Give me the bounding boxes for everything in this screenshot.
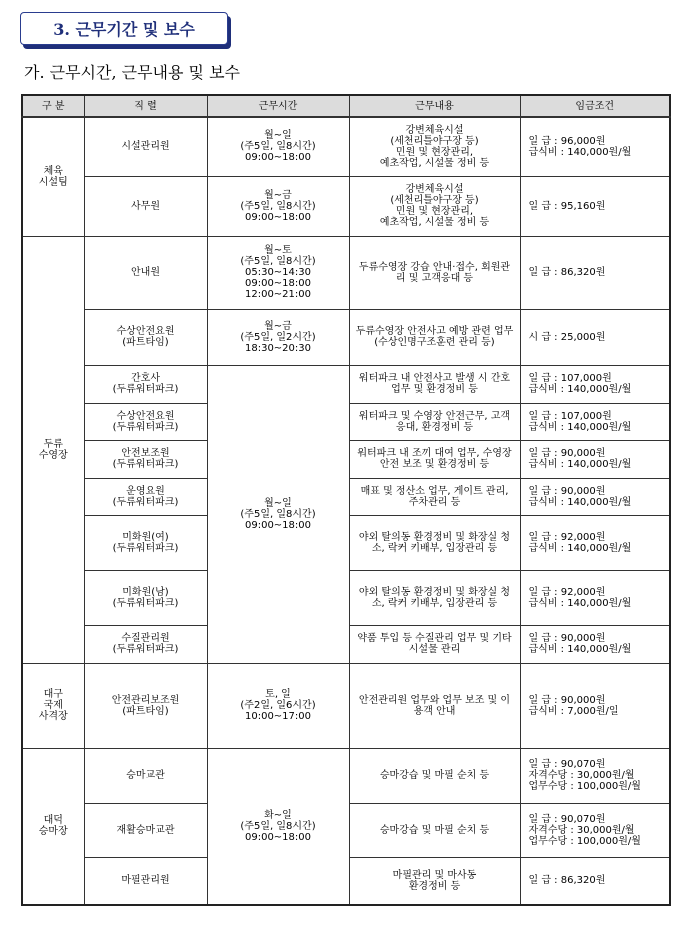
position-cell: 시설관리원 bbox=[84, 117, 207, 176]
pay-cell bbox=[520, 236, 670, 309]
pay-line: 급식비 : 140,000원/월 bbox=[528, 644, 632, 655]
pay-line: 시 급 : 25,000원 bbox=[528, 331, 606, 343]
position-cell: 안전관리보조원 (파트타임) bbox=[84, 663, 207, 748]
hours-cell: 월~토 (주5일, 일8시간) 05:30~14:30 09:00~18:00 12:00~21:00 bbox=[207, 236, 349, 309]
pay-line: 일 급 : 86,320원 bbox=[528, 267, 606, 278]
hours-cell: 월~금 (주5일, 일8시간) 09:00~18:00 bbox=[207, 176, 349, 236]
pay-cell bbox=[520, 803, 670, 857]
pay-cell bbox=[520, 365, 670, 403]
division-cell: 체육 시설팀 bbox=[22, 117, 84, 236]
pay-cell bbox=[520, 663, 670, 748]
pay-line: 일 급 : 92,000원 bbox=[528, 531, 606, 543]
content-cell: 워터파크 내 조끼 대여 업무, 수영장 안전 보조 및 환경정비 등 bbox=[349, 440, 520, 478]
division-cell: 대구 국제 사격장 bbox=[22, 663, 84, 748]
pay-cell bbox=[520, 440, 670, 478]
position-cell: 운영요원 (두류워터파크) bbox=[84, 478, 207, 515]
content-cell: 두류수영장 강습 안내·접수, 회원관리 및 고객응대 등 bbox=[349, 236, 520, 309]
position-cell: 수상안전요원 (파트타임) bbox=[84, 309, 207, 365]
content-cell: 마필관리 및 마사동 환경정비 등 bbox=[349, 857, 520, 905]
pay-line: 업무수당 : 100,000원/월 bbox=[528, 835, 641, 847]
table-row bbox=[22, 365, 670, 403]
position-cell: 재활승마교관 bbox=[84, 803, 207, 857]
pay-cell bbox=[520, 515, 670, 570]
pay-line: 일 급 : 107,000원 bbox=[528, 373, 612, 384]
pay-cell bbox=[520, 403, 670, 440]
pay-cell bbox=[520, 117, 670, 176]
pay-cell bbox=[520, 176, 670, 236]
hours-cell: 월~일 (주5일, 일8시간) 09:00~18:00 bbox=[207, 365, 349, 663]
content-cell: 강변체육시설 (세천리틀야구장 등) 민원 및 현장관리, 예초작업, 시설물 정비 등 bbox=[349, 117, 520, 176]
section-title: 3. 근무기간 및 보수 bbox=[20, 12, 228, 45]
pay-cell bbox=[520, 857, 670, 905]
hours-cell: 월~일 (주5일, 일8시간) 09:00~18:00 bbox=[207, 117, 349, 176]
position-cell: 미화원(남) (두류워터파크) bbox=[84, 570, 207, 625]
table-row bbox=[22, 236, 670, 309]
pay-line: 급식비 : 7,000원/일 bbox=[528, 705, 619, 717]
header-position: 직 렬 bbox=[84, 95, 207, 117]
pay-line: 자격수당 : 30,000원/월 bbox=[528, 824, 635, 836]
pay-cell bbox=[520, 748, 670, 803]
pay-line: 일 급 : 107,000원 bbox=[528, 410, 612, 422]
pay-line: 급식비 : 140,000원/월 bbox=[528, 421, 632, 433]
pay-line: 급식비 : 140,000원/월 bbox=[528, 597, 632, 609]
pay-line: 급식비 : 140,000원/월 bbox=[528, 542, 632, 554]
position-cell: 수질관리원 (두류워터파크) bbox=[84, 625, 207, 663]
table-row bbox=[22, 663, 670, 748]
header-hours: 근무시간 bbox=[207, 95, 349, 117]
table-header-row bbox=[22, 95, 670, 117]
position-cell: 사무원 bbox=[84, 176, 207, 236]
pay-line: 일 급 : 90,070원 bbox=[528, 813, 606, 825]
content-cell: 승마강습 및 마필 순치 등 bbox=[349, 803, 520, 857]
pay-line: 일 급 : 95,160원 bbox=[528, 200, 606, 212]
pay-line: 일 급 : 90,000원 bbox=[528, 485, 606, 497]
header-division: 구 분 bbox=[22, 95, 84, 117]
pay-line: 업무수당 : 100,000원/월 bbox=[528, 781, 641, 792]
table-row bbox=[22, 117, 670, 176]
header-pay: 임금조건 bbox=[520, 95, 670, 117]
hours-cell: 월~금 (주5일, 일2시간) 18:30~20:30 bbox=[207, 309, 349, 365]
content-cell: 약품 투입 등 수질관리 업무 및 기타 시설물 관리 bbox=[349, 625, 520, 663]
pay-line: 일 급 : 90,070원 bbox=[528, 759, 606, 770]
pay-cell bbox=[520, 625, 670, 663]
position-cell: 미화원(여) (두류워터파크) bbox=[84, 515, 207, 570]
table-row bbox=[22, 176, 670, 236]
pay-line: 일 급 : 96,000원 bbox=[528, 135, 606, 147]
header-content: 근무내용 bbox=[349, 95, 520, 117]
pay-line: 급식비 : 140,000원/월 bbox=[528, 459, 632, 470]
subtitle: 가. 근무시간, 근무내용 및 보수 bbox=[24, 63, 240, 82]
content-cell: 워터파크 내 안전사고 발생 시 간호업무 및 환경정비 등 bbox=[349, 365, 520, 403]
pay-line: 일 급 : 86,320원 bbox=[528, 875, 606, 887]
table-row bbox=[22, 309, 670, 365]
content-cell: 매표 및 정산소 업무, 게이트 관리, 주차관리 등 bbox=[349, 478, 520, 515]
position-cell: 안전보조원 (두류워터파크) bbox=[84, 440, 207, 478]
division-cell: 두류 수영장 bbox=[22, 236, 84, 663]
hours-cell: 화~일 (주5일, 일8시간) 09:00~18:00 bbox=[207, 748, 349, 905]
pay-line: 일 급 : 90,000원 bbox=[528, 633, 606, 644]
content-cell: 승마강습 및 마필 순치 등 bbox=[349, 748, 520, 803]
content-cell: 강변체육시설 (세천리틀야구장 등) 민원 및 현장관리, 예초작업, 시설물 정비 등 bbox=[349, 176, 520, 236]
pay-line: 급식비 : 140,000원/월 bbox=[528, 384, 632, 395]
pay-line: 일 급 : 90,000원 bbox=[528, 448, 606, 459]
position-cell: 안내원 bbox=[84, 236, 207, 309]
pay-cell bbox=[520, 309, 670, 365]
position-cell: 승마교관 bbox=[84, 748, 207, 803]
content-cell: 워터파크 및 수영장 안전근무, 고객응대, 환경정비 등 bbox=[349, 403, 520, 440]
position-cell: 간호사 (두류워터파크) bbox=[84, 365, 207, 403]
pay-line: 자격수당 : 30,000원/월 bbox=[528, 770, 635, 781]
pay-cell bbox=[520, 570, 670, 625]
pay-line: 일 급 : 92,000원 bbox=[528, 586, 606, 598]
wage-table bbox=[21, 94, 671, 906]
content-cell: 야외 탈의동 환경정비 및 화장실 청소, 락커 키배부, 입장관리 등 bbox=[349, 570, 520, 625]
content-cell: 야외 탈의동 환경정비 및 화장실 청소, 락커 키배부, 입장관리 등 bbox=[349, 515, 520, 570]
content-cell: 두류수영장 안전사고 예방 관련 업무 (수상인명구조훈련 관리 등) bbox=[349, 309, 520, 365]
pay-line: 급식비 : 140,000원/월 bbox=[528, 146, 632, 158]
pay-cell bbox=[520, 478, 670, 515]
position-cell: 수상안전요원 (두류워터파크) bbox=[84, 403, 207, 440]
content-cell: 안전관리원 업무와 업무 보조 및 이용객 안내 bbox=[349, 663, 520, 748]
pay-line: 급식비 : 140,000원/월 bbox=[528, 496, 632, 508]
pay-line: 일 급 : 90,000원 bbox=[528, 694, 606, 706]
hours-cell: 토, 일 (주2일, 일6시간) 10:00~17:00 bbox=[207, 663, 349, 748]
position-cell: 마필관리원 bbox=[84, 857, 207, 905]
table-row bbox=[22, 748, 670, 803]
division-cell: 대덕 승마장 bbox=[22, 748, 84, 905]
